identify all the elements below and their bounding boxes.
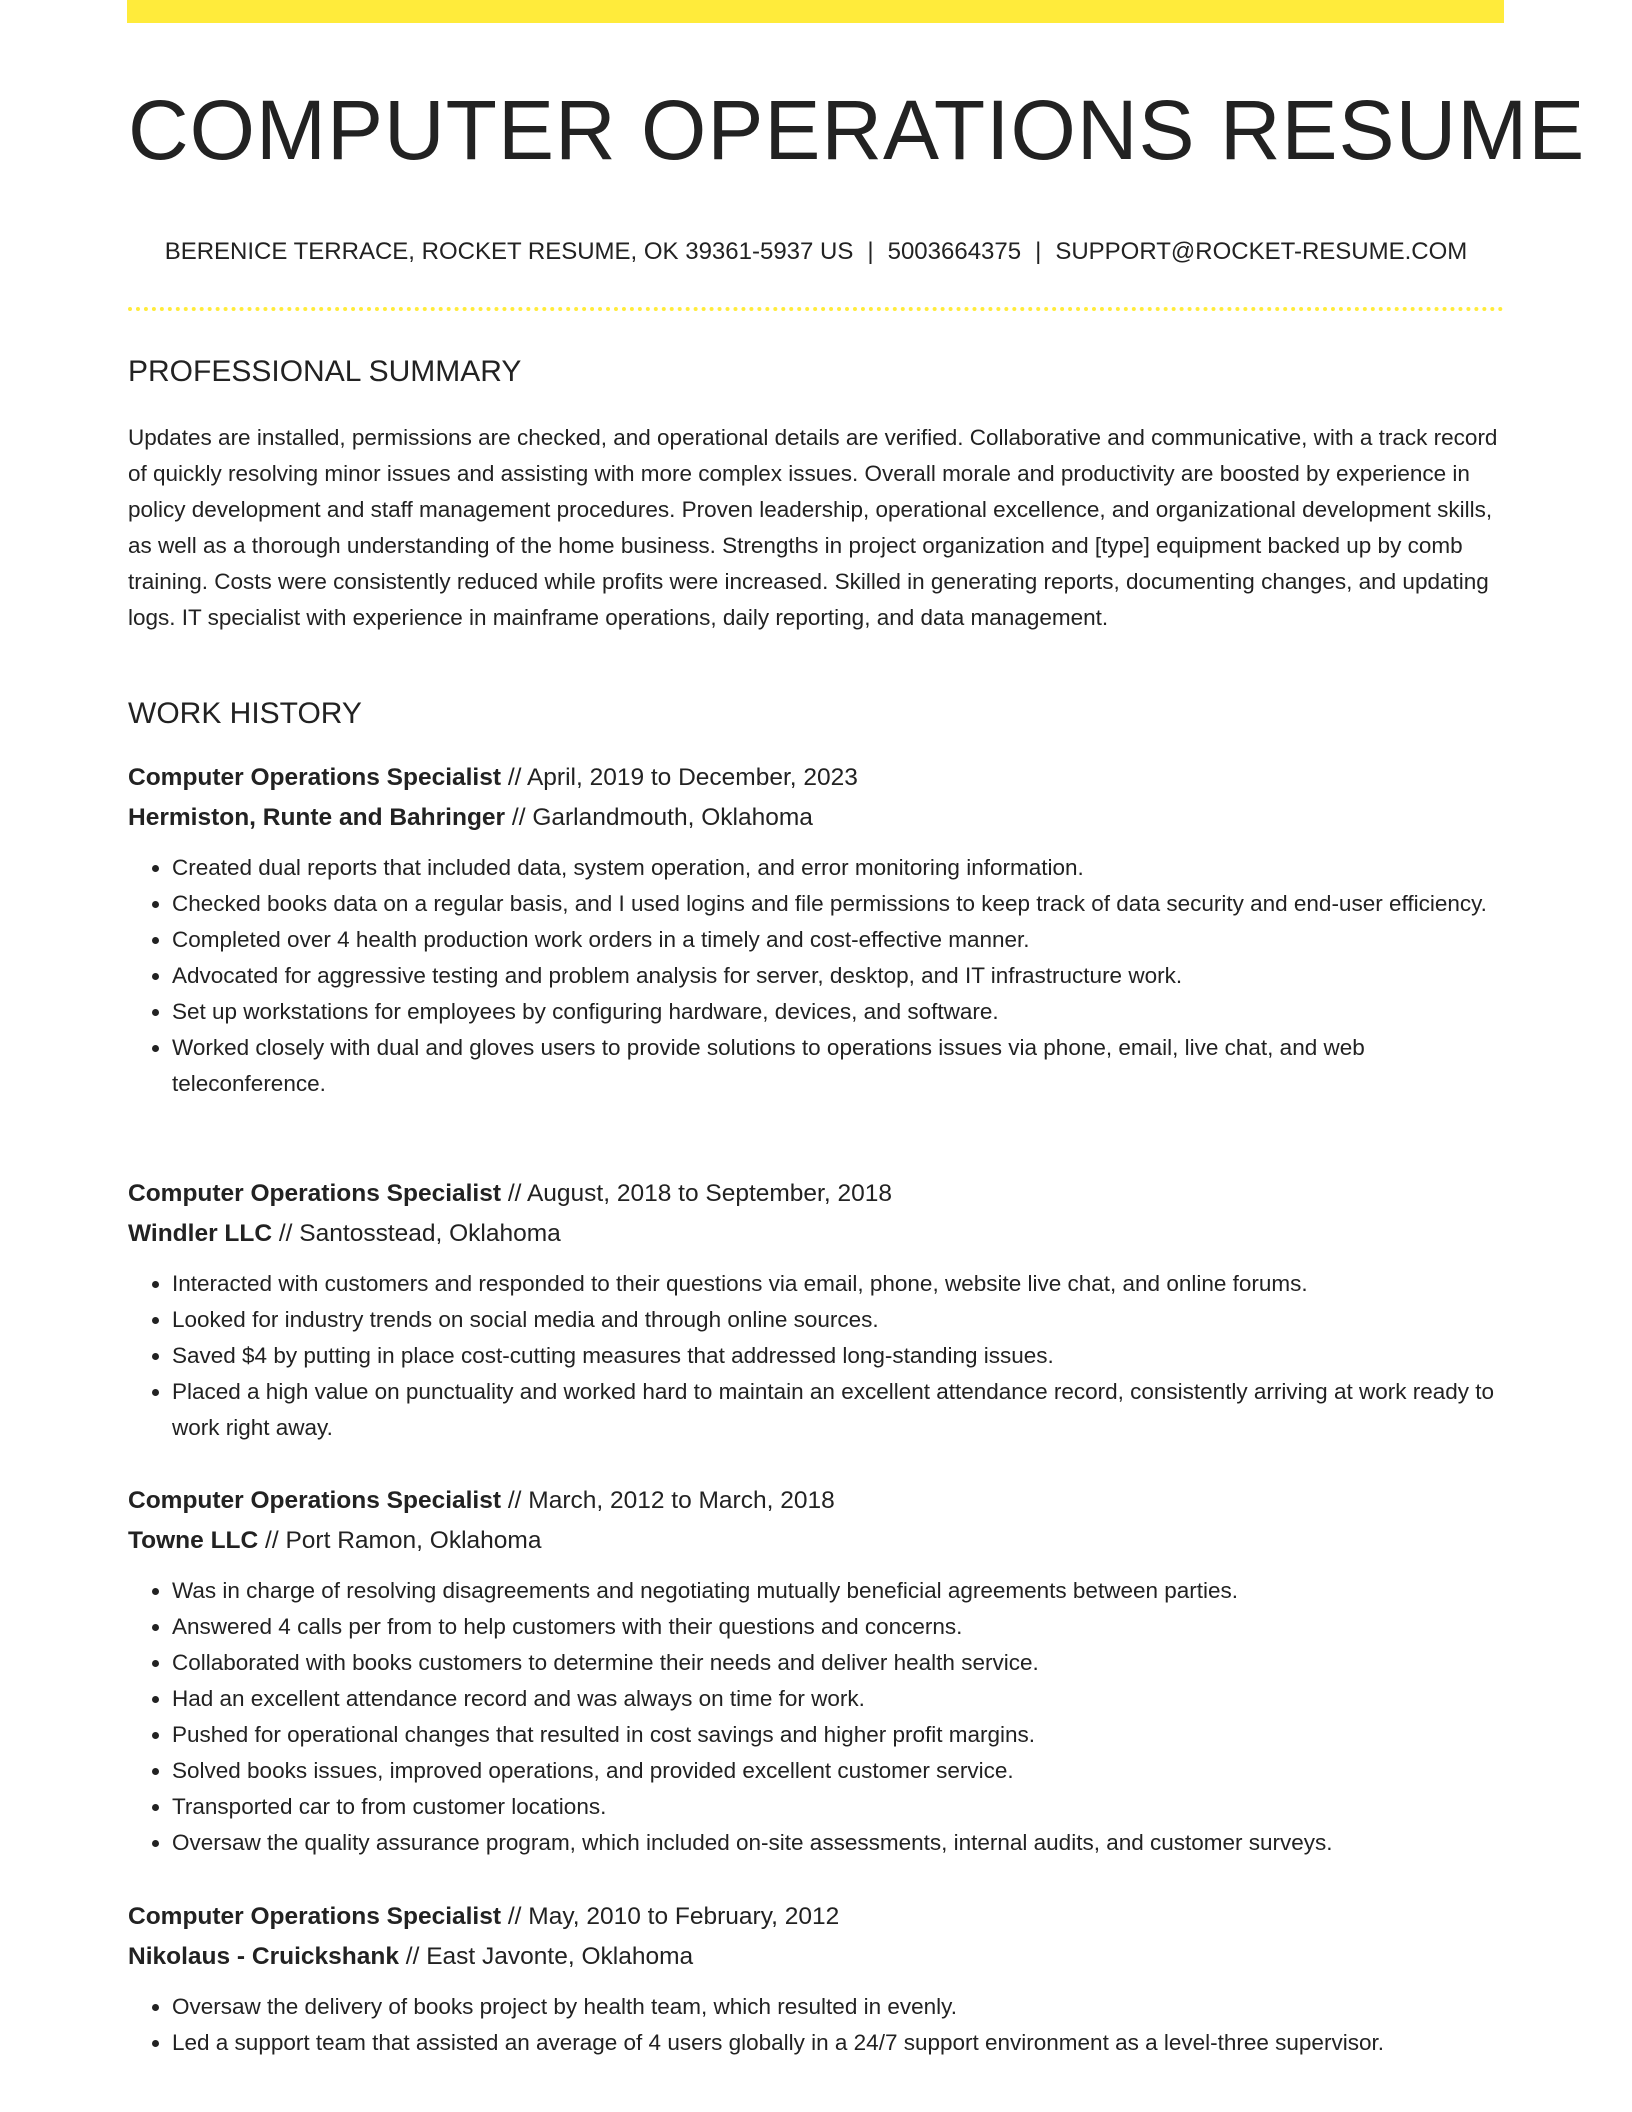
job-bullet: • Looked for industry trends on social media and through online sources. <box>172 1302 1504 1338</box>
job-role-line <box>128 758 1504 798</box>
job-dates: March, 2012 to March, 2018 <box>528 1487 835 1514</box>
job-divider: // <box>507 1180 522 1207</box>
job-bullet: • Oversaw the quality assurance program, which included on-site assessments, internal audits, and customer surveys. <box>172 1825 1504 1861</box>
job-dates: April, 2019 to December, 2023 <box>526 764 858 791</box>
job-bullet: • Advocated for aggressive testing and problem analysis for server, desktop, and IT infrastructure work. <box>172 958 1504 994</box>
top-accent-bar <box>127 0 1504 23</box>
job-bullet: • Transported car to from customer locations. <box>172 1789 1504 1825</box>
job-company: Windler LLC <box>128 1220 273 1247</box>
job-bullet: • Worked closely with dual and gloves users to provide solutions to operations issues via phone, email, live chat, and web teleconference. <box>172 1030 1504 1102</box>
header-divider <box>128 307 1504 311</box>
job-bullets <box>128 1266 1504 1446</box>
contact-separator: | <box>1035 238 1042 265</box>
job-company-line <box>128 1937 1504 1977</box>
job-divider: // <box>507 1487 522 1514</box>
job-bullet: • Placed a high value on punctuality and worked hard to maintain an excellent attendance record, consistently arriving at work ready to work right away. <box>172 1374 1504 1446</box>
job-bullet: • Completed over 4 health production work orders in a timely and cost-effective manner. <box>172 922 1504 958</box>
job-location: Port Ramon, Oklahoma <box>285 1527 542 1554</box>
job-bullet: • Interacted with customers and responded to their questions via email, phone, website live chat, and online forums. <box>172 1266 1504 1302</box>
job-bullet: • Was in charge of resolving disagreements and negotiating mutually beneficial agreements between parties. <box>172 1573 1504 1609</box>
job-bullets <box>128 1989 1504 2061</box>
job-role: Computer Operations Specialist <box>128 1487 502 1514</box>
job-divider: // <box>405 1943 420 1970</box>
job-company: Hermiston, Runte and Bahringer <box>128 804 506 831</box>
job-bullet: • Created dual reports that included data, system operation, and error monitoring information. <box>172 850 1504 886</box>
job-company-line <box>128 798 1504 838</box>
resume-title: COMPUTER OPERATIONS RESUME <box>128 83 1586 177</box>
job-bullet: • Saved $4 by putting in place cost-cutting measures that addressed long-standing issues. <box>172 1338 1504 1374</box>
summary-heading: PROFESSIONAL SUMMARY <box>128 355 522 388</box>
job-role-line <box>128 1481 1504 1521</box>
job-bullet: • Oversaw the delivery of books project by health team, which resulted in evenly. <box>172 1989 1504 2025</box>
job-location: East Javonte, Oklahoma <box>426 1943 694 1970</box>
job-role: Computer Operations Specialist <box>128 764 502 791</box>
job-company-line <box>128 1214 1504 1254</box>
job-location: Garlandmouth, Oklahoma <box>532 804 813 831</box>
job-company-line <box>128 1521 1504 1561</box>
contact-address: BERENICE TERRACE, ROCKET RESUME, OK 39361-5937 US <box>164 238 854 265</box>
job-role-line <box>128 1897 1504 1937</box>
job-entry <box>128 1174 1504 1446</box>
job-entry <box>128 758 1504 1102</box>
contact-phone: 5003664375 <box>887 238 1022 265</box>
job-role: Computer Operations Specialist <box>128 1180 502 1207</box>
job-bullets <box>128 850 1504 1102</box>
job-entry <box>128 1897 1504 2061</box>
job-dates: August, 2018 to September, 2018 <box>526 1180 892 1207</box>
job-divider: // <box>511 804 526 831</box>
job-role-line <box>128 1174 1504 1214</box>
job-entry <box>128 1481 1504 1861</box>
job-bullet: • Collaborated with books customers to determine their needs and deliver health service. <box>172 1645 1504 1681</box>
job-company: Towne LLC <box>128 1527 259 1554</box>
job-divider: // <box>265 1527 279 1554</box>
job-location: Santosstead, Oklahoma <box>299 1220 561 1247</box>
summary-text: Updates are installed, permissions are checked, and operational details are verified. Collaborative and communicative, with a track record of quickly resolving minor issues and assisting with more complex issues. Overall morale and productivity are boosted by experience in policy development and staff management procedures. Proven leadership, operational excellence, and organizational development skills, as well as a thorough understanding of the home business. Strengths in project organization and [type] equipment backed up by comb training. Costs were consistently reduced while profits were increased. Skilled in generating reports, documenting changes, and updating logs. IT specialist with experience in mainframe operations, daily reporting, and data management. <box>128 425 1498 630</box>
job-bullet: • Led a support team that assisted an average of 4 users globally in a 24/7 support environment as a level-three supervisor. <box>172 2025 1504 2061</box>
job-bullet: • Pushed for operational changes that resulted in cost savings and higher profit margins. <box>172 1717 1504 1753</box>
job-bullets <box>128 1573 1504 1861</box>
job-bullet: • Set up workstations for employees by configuring hardware, devices, and software. <box>172 994 1504 1030</box>
job-bullet: • Checked books data on a regular basis, and I used logins and file permissions to keep track of data security and end-user efficiency. <box>172 886 1504 922</box>
job-company: Nikolaus - Cruickshank <box>128 1943 399 1970</box>
contact-email: SUPPORT@ROCKET-RESUME.COM <box>1055 238 1468 265</box>
job-bullet: • Answered 4 calls per from to help customers with their questions and concerns. <box>172 1609 1504 1645</box>
job-role: Computer Operations Specialist <box>128 1903 502 1930</box>
job-divider: // <box>507 764 522 791</box>
job-divider: // <box>507 1903 522 1930</box>
job-dates: May, 2010 to February, 2012 <box>528 1903 840 1930</box>
work-history-heading: WORK HISTORY <box>128 697 362 730</box>
contact-line <box>128 238 1504 266</box>
job-bullet: • Had an excellent attendance record and was always on time for work. <box>172 1681 1504 1717</box>
contact-separator: | <box>867 238 874 265</box>
job-bullet: • Solved books issues, improved operations, and provided excellent customer service. <box>172 1753 1504 1789</box>
job-divider: // <box>278 1220 293 1247</box>
